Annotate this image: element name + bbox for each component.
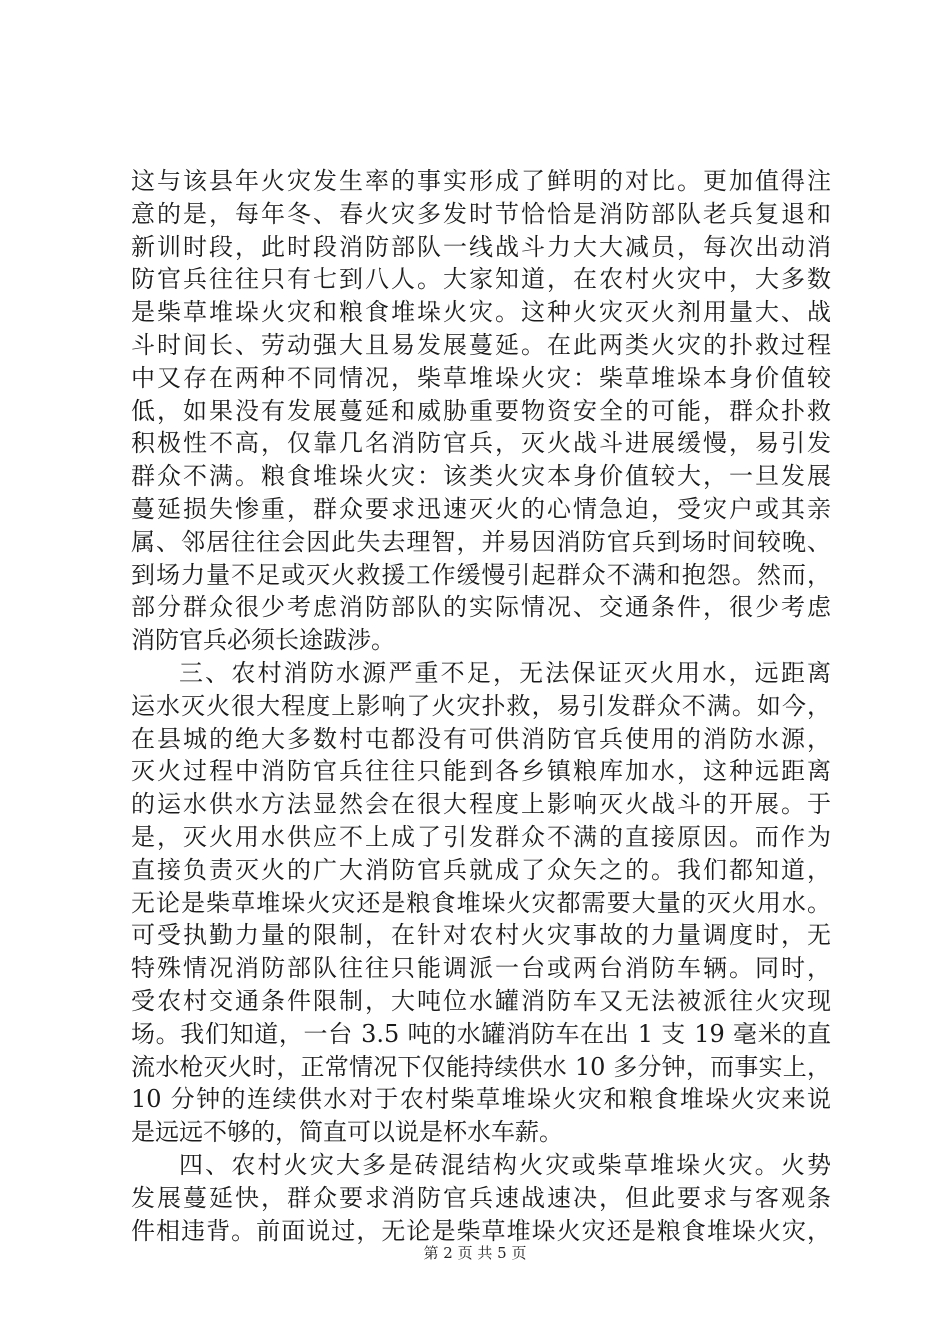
text-line: 特殊情况消防部队往往只能调派一台或两台消防车辆。同时，: [131, 954, 831, 983]
text-line: 低，如果没有发展蔓延和威胁重要物资安全的可能，群众扑救: [131, 396, 831, 425]
text-line: 四、农村火灾大多是砖混结构火灾或柴草堆垛火灾。火势: [179, 1150, 831, 1179]
text-line: 群众不满。粮食堆垛火灾：该类火灾本身价值较大，一旦发展: [131, 462, 831, 491]
text-line: 意的是，每年冬、春火灾多发时节恰恰是消防部队老兵复退和: [131, 199, 831, 228]
text-line: 可受执勤力量的限制，在针对农村火灾事故的力量调度时，无: [131, 921, 831, 950]
text-line: 件相违背。前面说过，无论是柴草堆垛火灾还是粮食堆垛火灾，: [131, 1216, 831, 1245]
text-line: 的运水供水方法显然会在很大程度上影响灭火战斗的开展。于: [131, 790, 831, 819]
text-line: 中又存在两种不同情况，柴草堆垛火灾：柴草堆垛本身价值较: [131, 363, 831, 392]
text-line: 消防官兵必须长途跋涉。: [131, 626, 395, 655]
text-line: 无论是柴草堆垛火灾还是粮食堆垛火灾都需要大量的灭火用水。: [131, 888, 831, 917]
text-line: 是柴草堆垛火灾和粮食堆垛火灾。这种火灾灭火剂用量大、战: [131, 298, 831, 327]
text-line: 部分群众很少考虑消防部队的实际情况、交通条件，很少考虑: [131, 593, 831, 622]
text-line: 场。我们知道，一台 3.5 吨的水罐消防车在出 1 支 19 毫米的直: [131, 1019, 831, 1048]
text-line: 受农村交通条件限制，大吨位水罐消防车又无法被派往火灾现: [131, 986, 831, 1015]
text-line: 新训时段，此时段消防部队一线战斗力大大减员，每次出动消: [131, 232, 831, 261]
text-line: 防官兵往往只有七到八人。大家知道，在农村火灾中，大多数: [131, 265, 831, 294]
text-line: 属、邻居往往会因此失去理智，并易因消防官兵到场时间较晚、: [131, 527, 831, 556]
text-line: 流水枪灭火时，正常情况下仅能持续供水 10 多分钟，而事实上，: [131, 1052, 831, 1081]
page-number-label: 第 2 页 共 5 页: [423, 1244, 527, 1262]
text-line: 在县城的绝大多数村屯都没有可供消防官兵使用的消防水源，: [131, 724, 831, 753]
text-line: 这与该县年火灾发生率的事实形成了鲜明的对比。更加值得注: [131, 167, 831, 195]
text-line: 10 分钟的连续供水对于农村柴草堆垛火灾和粮食堆垛火灾来说: [131, 1085, 831, 1114]
text-line: 灭火过程中消防官兵往往只能到各乡镇粮库加水，这种远距离: [131, 757, 831, 786]
text-line: 斗时间长、劳动强大且易发展蔓延。在此两类火灾的扑救过程: [131, 330, 831, 359]
document-body: [131, 165, 831, 1247]
text-line: 蔓延损失惨重，群众要求迅速灭火的心情急迫，受灾户或其亲: [131, 494, 831, 523]
text-line: 直接负责灭火的广大消防官兵就成了众矢之的。我们都知道，: [131, 855, 831, 884]
text-line: 是远远不够的，简直可以说是杯水车薪。: [131, 1118, 563, 1147]
text-line: 到场力量不足或灭火救援工作缓慢引起群众不满和抱怨。然而，: [131, 560, 831, 589]
text-line: 发展蔓延快，群众要求消防官兵速战速决，但此要求与客观条: [131, 1183, 831, 1212]
text-line: 运水灭火很大程度上影响了火灾扑救，易引发群众不满。如今，: [131, 691, 831, 720]
page-footer: [0, 1243, 950, 1263]
text-line: 积极性不高，仅靠几名消防官兵，灭火战斗进展缓慢，易引发: [131, 429, 831, 458]
text-line: 是，灭火用水供应不上成了引发群众不满的直接原因。而作为: [131, 822, 831, 851]
text-line: 三、农村消防水源严重不足，无法保证灭火用水，远距离: [179, 658, 831, 687]
